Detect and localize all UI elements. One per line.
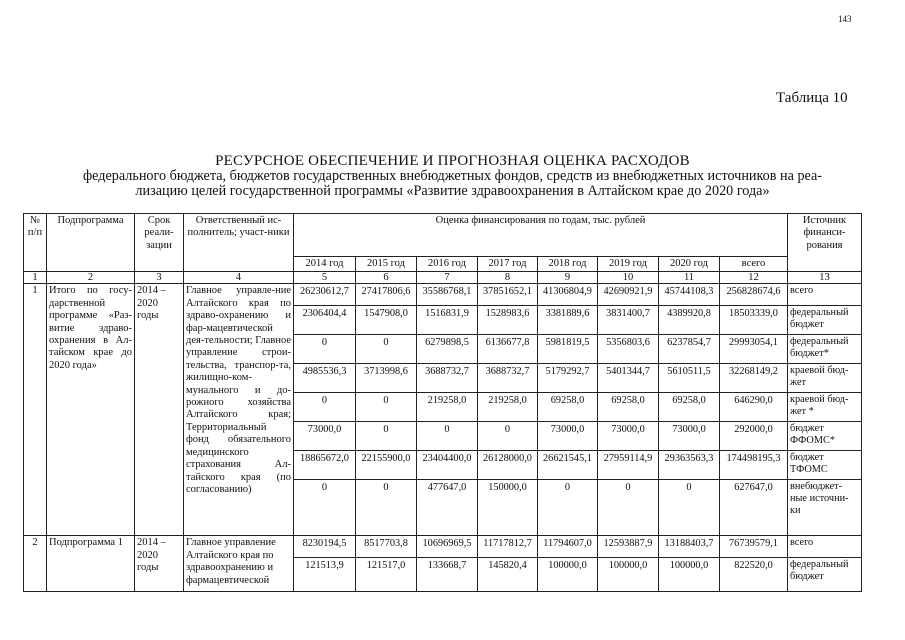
value-cell: 5401344,7 bbox=[598, 364, 659, 393]
value-cell: 3713998,6 bbox=[356, 364, 417, 393]
row-number: 2 bbox=[24, 536, 47, 592]
value-cell: 0 bbox=[659, 480, 720, 536]
value-cell: 73000,0 bbox=[294, 422, 356, 451]
source-cell: краевой бюд-жет * bbox=[788, 393, 862, 422]
header-source: Источник финанси-рования bbox=[788, 214, 862, 272]
column-index: 4 bbox=[184, 272, 294, 284]
value-cell: 1516831,9 bbox=[417, 306, 478, 335]
value-cell: 23404400,0 bbox=[417, 451, 478, 480]
value-cell: 12593887,9 bbox=[598, 536, 659, 558]
value-cell: 29363563,3 bbox=[659, 451, 720, 480]
value-cell: 0 bbox=[294, 393, 356, 422]
value-cell: 0 bbox=[356, 335, 417, 364]
header-term: Срок реали-зации bbox=[135, 214, 184, 272]
column-index: 3 bbox=[135, 272, 184, 284]
source-cell: федеральный бюджет bbox=[788, 306, 862, 335]
value-cell: 69258,0 bbox=[598, 393, 659, 422]
value-cell: 45744108,3 bbox=[659, 284, 720, 306]
value-cell: 27417806,6 bbox=[356, 284, 417, 306]
value-cell: 121513,9 bbox=[294, 558, 356, 592]
total-cell: 292000,0 bbox=[720, 422, 788, 451]
value-cell: 100000,0 bbox=[659, 558, 720, 592]
total-cell: 174498195,3 bbox=[720, 451, 788, 480]
value-cell: 3381889,6 bbox=[538, 306, 598, 335]
source-cell: всего bbox=[788, 284, 862, 306]
header-row bbox=[24, 214, 862, 257]
column-index: 7 bbox=[417, 272, 478, 284]
value-cell: 73000,0 bbox=[538, 422, 598, 451]
column-index: 5 bbox=[294, 272, 356, 284]
header-num: № п/п bbox=[24, 214, 47, 272]
subprogram-name: Подпрограмма 1 bbox=[47, 536, 135, 592]
value-cell: 11717812,7 bbox=[478, 536, 538, 558]
responsible-cell: Главное управле-ние Алтайского края по здраво-охранению и фар-мацевтической дея-тельности; Главное управление строи-тельства, транспор-та, жилищно-ком-мунального и до-рожного хозяйства Алтайского края; Территориальный фонд обязательного медицинского страхования Ал-тайского края (по согласованию) bbox=[184, 284, 294, 536]
value-cell: 26621545,1 bbox=[538, 451, 598, 480]
value-cell: 4389920,8 bbox=[659, 306, 720, 335]
value-cell: 0 bbox=[356, 422, 417, 451]
value-cell: 0 bbox=[598, 480, 659, 536]
value-cell: 6279898,5 bbox=[417, 335, 478, 364]
value-cell: 41306804,9 bbox=[538, 284, 598, 306]
value-cell: 26128000,0 bbox=[478, 451, 538, 480]
subprogram-name: Итого по госу-дарственной программе «Раз-витие здраво-охранения в Ал-тайском крае до 2020 года» bbox=[47, 284, 135, 536]
column-index: 1 bbox=[24, 272, 47, 284]
column-index: 12 bbox=[720, 272, 788, 284]
source-cell: бюджет ТФОМС bbox=[788, 451, 862, 480]
value-cell: 0 bbox=[356, 480, 417, 536]
document-subtitle bbox=[20, 169, 885, 199]
source-cell: краевой бюд-жет bbox=[788, 364, 862, 393]
value-cell: 5179292,7 bbox=[538, 364, 598, 393]
value-cell: 13188403,7 bbox=[659, 536, 720, 558]
value-cell: 1547908,0 bbox=[356, 306, 417, 335]
year-header: 2017 год bbox=[478, 257, 538, 272]
value-cell: 69258,0 bbox=[538, 393, 598, 422]
value-cell: 100000,0 bbox=[598, 558, 659, 592]
column-index: 8 bbox=[478, 272, 538, 284]
source-cell: бюджет ФФОМС* bbox=[788, 422, 862, 451]
value-cell: 150000,0 bbox=[478, 480, 538, 536]
value-cell: 3688732,7 bbox=[417, 364, 478, 393]
year-header: 2018 год bbox=[538, 257, 598, 272]
value-cell: 2306404,4 bbox=[294, 306, 356, 335]
value-cell: 0 bbox=[538, 480, 598, 536]
value-cell: 0 bbox=[356, 393, 417, 422]
value-cell: 121517,0 bbox=[356, 558, 417, 592]
value-cell: 42690921,9 bbox=[598, 284, 659, 306]
total-cell: 18503339,0 bbox=[720, 306, 788, 335]
value-cell: 477647,0 bbox=[417, 480, 478, 536]
column-index-row bbox=[24, 272, 862, 284]
table-label: Таблица 10 bbox=[776, 90, 848, 106]
value-cell: 219258,0 bbox=[478, 393, 538, 422]
value-cell: 6237854,7 bbox=[659, 335, 720, 364]
value-cell: 73000,0 bbox=[659, 422, 720, 451]
header-responsible: Ответственный ис-полнитель; участ-ники bbox=[184, 214, 294, 272]
total-cell: 646290,0 bbox=[720, 393, 788, 422]
value-cell: 0 bbox=[478, 422, 538, 451]
total-cell: 627647,0 bbox=[720, 480, 788, 536]
table-row bbox=[24, 284, 862, 306]
value-cell: 3688732,7 bbox=[478, 364, 538, 393]
value-cell: 0 bbox=[417, 422, 478, 451]
year-header: 2015 год bbox=[356, 257, 417, 272]
subtitle-line-2: лизацию целей государственной программы «Развитие здравоохранения в Алтайском крае до 2020 года» bbox=[135, 183, 770, 199]
value-cell: 0 bbox=[294, 480, 356, 536]
value-cell: 5356803,6 bbox=[598, 335, 659, 364]
source-cell: внебюджет-ные источни-ки bbox=[788, 480, 862, 536]
value-cell: 69258,0 bbox=[659, 393, 720, 422]
header-funding: Оценка финансирования по годам, тыс. рублей bbox=[294, 214, 788, 257]
value-cell: 10696969,5 bbox=[417, 536, 478, 558]
page-number: 143 bbox=[838, 14, 852, 24]
term-cell: 2014 – 2020 годы bbox=[135, 536, 184, 592]
value-cell: 0 bbox=[294, 335, 356, 364]
source-cell: федеральный бюджет bbox=[788, 558, 862, 592]
value-cell: 133668,7 bbox=[417, 558, 478, 592]
value-cell: 5610511,5 bbox=[659, 364, 720, 393]
value-cell: 18865672,0 bbox=[294, 451, 356, 480]
value-cell: 4985536,3 bbox=[294, 364, 356, 393]
year-header: 2020 год bbox=[659, 257, 720, 272]
value-cell: 73000,0 bbox=[598, 422, 659, 451]
value-cell: 27959114,9 bbox=[598, 451, 659, 480]
year-header: 2019 год bbox=[598, 257, 659, 272]
value-cell: 8230194,5 bbox=[294, 536, 356, 558]
value-cell: 8517703,8 bbox=[356, 536, 417, 558]
row-number: 1 bbox=[24, 284, 47, 536]
value-cell: 22155900,0 bbox=[356, 451, 417, 480]
column-index: 9 bbox=[538, 272, 598, 284]
column-index: 13 bbox=[788, 272, 862, 284]
column-index: 11 bbox=[659, 272, 720, 284]
column-index: 2 bbox=[47, 272, 135, 284]
value-cell: 145820,4 bbox=[478, 558, 538, 592]
source-cell: всего bbox=[788, 536, 862, 558]
value-cell: 100000,0 bbox=[538, 558, 598, 592]
total-cell: 29993054,1 bbox=[720, 335, 788, 364]
total-cell: 822520,0 bbox=[720, 558, 788, 592]
term-cell: 2014 – 2020 годы bbox=[135, 284, 184, 536]
value-cell: 26230612,7 bbox=[294, 284, 356, 306]
value-cell: 5981819,5 bbox=[538, 335, 598, 364]
header-subprogram: Подпрограмма bbox=[47, 214, 135, 272]
total-cell: 32268149,2 bbox=[720, 364, 788, 393]
value-cell: 35586768,1 bbox=[417, 284, 478, 306]
source-cell: федеральный бюджет* bbox=[788, 335, 862, 364]
value-cell: 1528983,6 bbox=[478, 306, 538, 335]
value-cell: 219258,0 bbox=[417, 393, 478, 422]
total-cell: 256828674,6 bbox=[720, 284, 788, 306]
value-cell: 11794607,0 bbox=[538, 536, 598, 558]
value-cell: 37851652,1 bbox=[478, 284, 538, 306]
value-cell: 6136677,8 bbox=[478, 335, 538, 364]
subtitle-line-1: федерального бюджета, бюджетов государственных внебюджетных фондов, средств из внебюджетных источников на реа- bbox=[82, 168, 823, 184]
year-header: всего bbox=[720, 257, 788, 272]
funding-table bbox=[23, 213, 862, 592]
responsible-cell: Главное управление Алтайского края по здравоохранению и фармацевтической bbox=[184, 536, 294, 592]
total-cell: 76739579,1 bbox=[720, 536, 788, 558]
value-cell: 3831400,7 bbox=[598, 306, 659, 335]
year-header: 2016 год bbox=[417, 257, 478, 272]
document-title: РЕСУРСНОЕ ОБЕСПЕЧЕНИЕ И ПРОГНОЗНАЯ ОЦЕНКА РАСХОДОВ bbox=[215, 153, 690, 169]
year-header: 2014 год bbox=[294, 257, 356, 272]
column-index: 10 bbox=[598, 272, 659, 284]
column-index: 6 bbox=[356, 272, 417, 284]
table-row bbox=[24, 536, 862, 558]
